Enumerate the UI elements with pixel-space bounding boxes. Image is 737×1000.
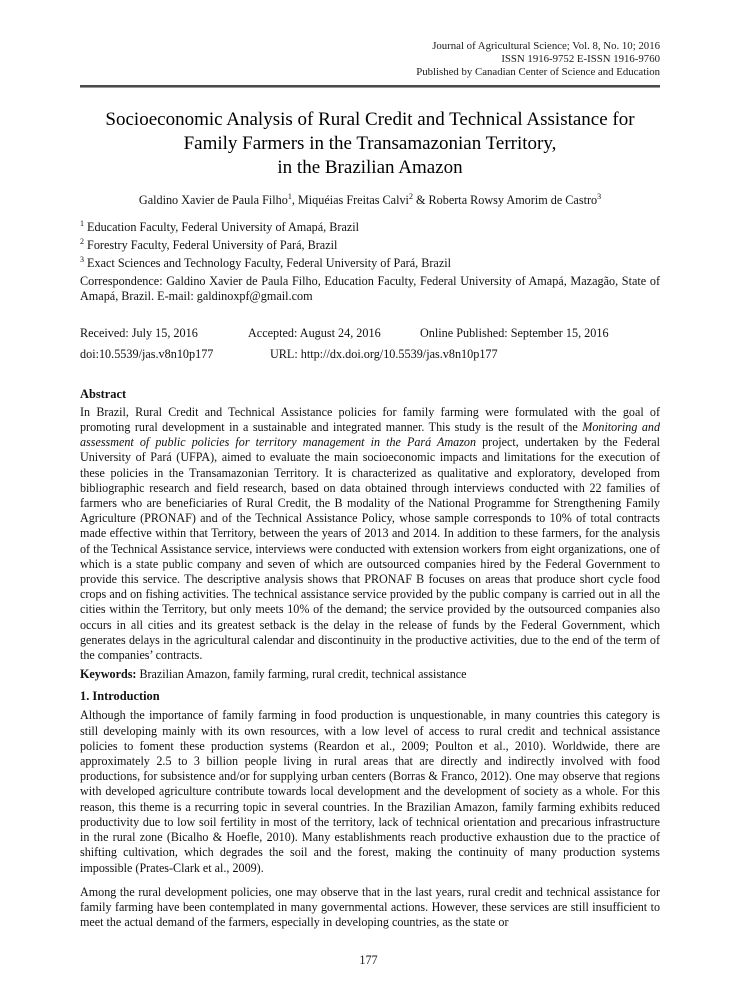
abstract-heading: Abstract bbox=[80, 386, 127, 401]
publisher-line: Published by Canadian Center of Science and Education bbox=[416, 66, 660, 78]
affiliation-3: $^3$ Exact Sciences and Technology Faculty, Federal University of Pará, Brazil bbox=[80, 254, 452, 270]
introduction-paragraph-1: Although the importance of family farming in food production is unquestionable, in many countries this category is still developing mainly with its own resources, with a low level of access to rural credit and technical assistance policies to foment these production systems (Reardon et al., 2009; Poulton et al., 2010). Worldwide, there are approximately 2.5 to 3 billion people living in rural areas that are directly and indirectly involved with food productions, for subsistence and/or for supplying urban centers (Borras & Franco, 2012). One may observe that regions with developed agriculture contribute towards local development and the development of society as a whole. For this reason, this theme is a recurring topic in several countries. In the Brazilian Amazon, family farming exhibits reduced productivity due to low soil fertility in most of the territory, lack of technical orientation and precarious infrastructure in the rural zone (Bicalho & Hoefle, 2010). Many establishments reach productive exhaustion due to the practice of shifting cultivation, which degrades the soil and the forest, making the continuity of many production systems impossible (Prates-Clark et al., 2009). bbox=[80, 708, 660, 875]
introduction-paragraph-2: Among the rural development policies, one may observe that in the last years, rural credit and technical assistance for family farming have been contemplated in many governmental actions. However, these services are still insufficient to meet the actual demand of the farmers, especially in developing countries, as the state or bbox=[80, 884, 660, 930]
journal-name-line: Journal of Agricultural Science; Vol. 8, No. 10; 2016 bbox=[432, 40, 660, 52]
article-title-line-2: Family Farmers in the Transamazonian Territory, bbox=[183, 133, 557, 154]
authors-line: Galdino Xavier de Paula Filho$^1$, Miquéias Freitas Calvi$^2$ & Roberta Rowsy Amorim de Castro$^3$ bbox=[138, 191, 602, 207]
affiliation-1: $^1$ Education Faculty, Federal University of Amapá, Brazil bbox=[80, 218, 360, 234]
affiliations bbox=[80, 220, 660, 271]
accepted-date: Accepted: August 24, 2016 bbox=[248, 325, 381, 340]
identifiers-row bbox=[80, 347, 660, 362]
article-title bbox=[80, 108, 660, 180]
url-text: URL: http://dx.doi.org/10.5539/jas.v8n10p177 bbox=[270, 346, 498, 361]
doi-text: doi:10.5539/jas.v8n10p177 bbox=[80, 346, 214, 361]
keywords-label: Keywords: bbox=[80, 667, 137, 682]
online-published-date: Online Published: September 15, 2016 bbox=[420, 325, 609, 340]
page-number: 177 bbox=[359, 953, 378, 967]
article-title-line-3: in the Brazilian Amazon bbox=[277, 157, 463, 178]
issn-line: ISSN 1916-9752 E-ISSN 1916-9760 bbox=[501, 53, 660, 65]
keywords-line bbox=[80, 667, 660, 682]
journal-header bbox=[80, 40, 660, 79]
keywords-text: Brazilian Amazon, family farming, rural credit, technical assistance bbox=[136, 667, 467, 682]
article-title-line-1: Socioeconomic Analysis of Rural Credit and Technical Assistance for bbox=[105, 109, 635, 130]
received-date: Received: July 15, 2016 bbox=[80, 325, 198, 340]
dates-row bbox=[80, 326, 660, 341]
affiliation-2: $^2$ Forestry Faculty, Federal University of Pará, Brazil bbox=[80, 236, 338, 252]
header-divider bbox=[80, 85, 660, 88]
correspondence-text: Correspondence: Galdino Xavier de Paula Filho, Education Faculty, Federal University of Amapá, Mazagão, State of Amapá, Brazil. E-mail: galdinoxpf@gmail.com bbox=[80, 274, 660, 304]
abstract-body: In Brazil, Rural Credit and Technical Assistance policies for family farming were formulated with the goal of promoting rural development in a sustainable and integrated manner. This study is the result of the Monitoring and assessment of public policies for territory management in the Pará Amazon project, undertaken by the Federal University of Pará (UFPA), aimed to evaluate the main socioeconomic impacts and limitations for the execution of these policies in the Transamazonian Territory. It is characterized as qualitative and exploratory, developed from bibliographic research and field research, based on data obtained through interviews conducted with 22 families of farmers who are beneficiaries of Rural Credit, the B modality of the National Programme for Strengthening Family Agriculture (PRONAF) and of the Technical Assistance Policy, whose sample corresponds to 10% of total contracts made effective within that Territory, between the years of 2013 and 2014. In addition to these farmers, for the analysis of the Technical Assistance service, interviews were conducted with extension workers from eight organizations, one of which is a state public company and seven of which are outsourced companies hired by the Federal Government to provide this service. The descriptive analysis shows that PRONAF B focuses on areas that produce short cycle food crops and on fishing activities. The technical assistance service provided by the public company is carried out in all the cities within the Territory, but only meets 10% of the demand; the service provided by the outsourced companies also occurs in all cities and its greatest setback is the delay in the release of funds by the Federal Government, which generates delays in the agricultural calendar and discontinuity in the productive activities, due to the end of the term of the companies’ contracts. bbox=[80, 404, 660, 663]
introduction-heading: 1. Introduction bbox=[80, 689, 160, 704]
